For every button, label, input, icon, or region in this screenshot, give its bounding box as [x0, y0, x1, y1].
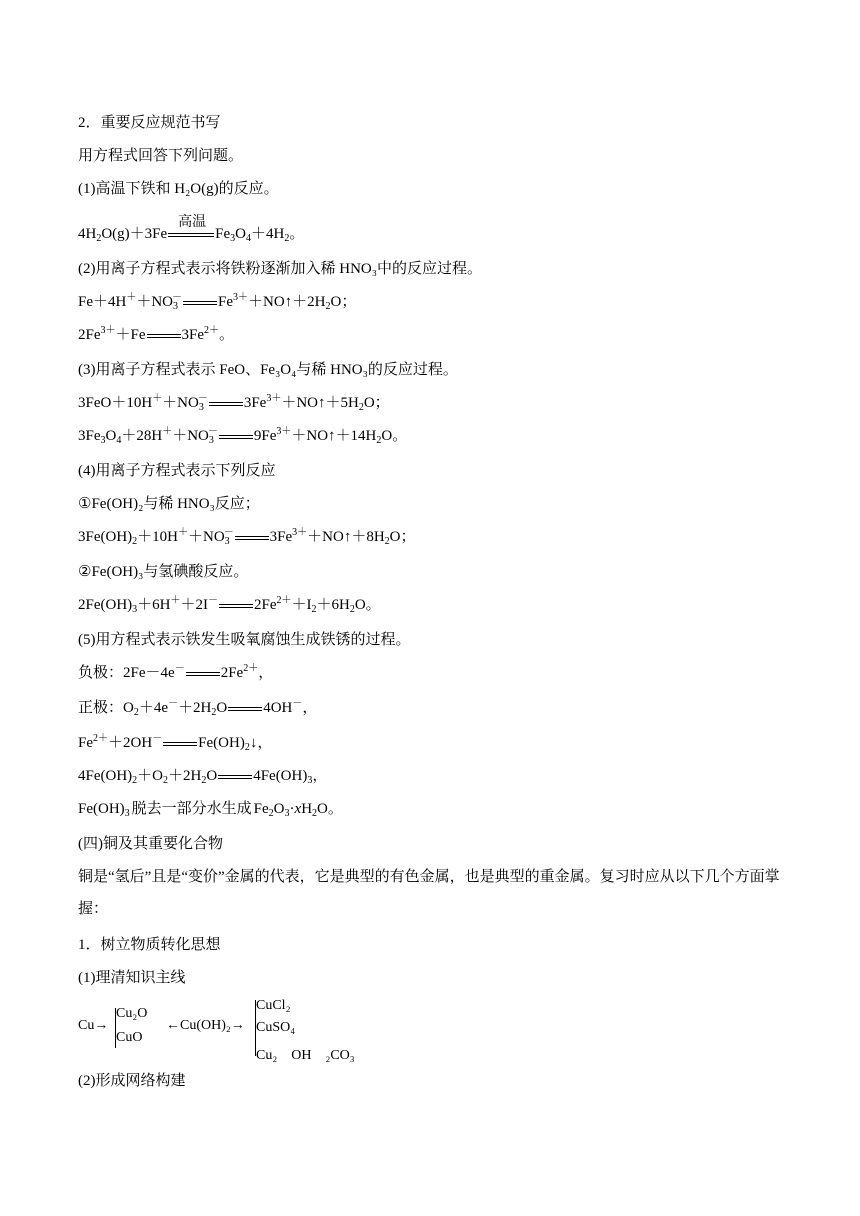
rust-text: 脱去一部分水生成 [131, 801, 252, 817]
conversion-diagram [78, 998, 398, 1064]
negative-label: 负极： [78, 665, 124, 681]
equation-fe-oh3: $4Fe(OH)_2+O_2+2H_2O$ $4Fe(OH)_3$， [78, 768, 328, 786]
equation-rust: $Fe(OH)_3$ 脱去一部分水生成 $Fe_2O_3\cdot xH_2O$。 [78, 801, 343, 819]
cu-oh2-label: ←Cu(OH)₂→ [166, 1018, 245, 1033]
equation-1: $4H_2O(g)+3Fe$ 高温 $Fe_3O_4+4H_2$。 [78, 214, 305, 244]
question-4a: ①Fe(OH)₂与稀 HNO₃反应； [78, 496, 260, 512]
equation-2a: $Fe+4H^++NO_3^-$ $Fe^{3+}+NO↑+2H_2O$； [78, 292, 357, 312]
equation-3a: $3FeO+10H^++NO_3^-$ $3Fe^{3+}+NO↑+5H_2O$； [78, 393, 390, 413]
section-title: 2．重要反应规范书写 [78, 115, 221, 131]
cuso4-label: CuSO₄ [256, 1020, 296, 1035]
question-4b: ②Fe(OH)₃与氢碘酸反应。 [78, 564, 249, 580]
condition-high-temp: 高温 [178, 214, 207, 230]
subtopic-1: (1)理清知识主线 [78, 970, 186, 986]
equation-2b: $2Fe^{3+}+Fe$ $3Fe^{2+}$。 [78, 325, 235, 343]
equation-4b: $2Fe(OH)_3+6H^++2I^-$ $2Fe^{2+}+I_2+6H_2O$。 [78, 595, 381, 615]
cu2o-label: Cu₂O [116, 1006, 148, 1021]
subtopic-2: (2)形成网络构建 [78, 1073, 186, 1089]
equation-3b: $3Fe_3O_4+28H^++NO_3^-$ $9Fe^{3+}+NO↑+14H_2O$。 [78, 426, 408, 446]
cuo-label: CuO [116, 1030, 143, 1045]
question-2: (2)用离子方程式表示将铁粉逐渐加入稀 HNO₃中的反应过程。 [78, 261, 482, 277]
copper-intro: 铜是“氢后”且是“变价”金属的代表，它是典型的有色金属，也是典型的重金属。复习时应从以下几个方面掌握： [78, 869, 780, 917]
equals-sign [168, 214, 214, 241]
positive-label: 正极： [78, 700, 124, 716]
section-4-title: (四)铜及其重要化合物 [78, 836, 223, 852]
equation-positive: 正极：$O_2+4e^-+2H_2O$ 4OH－， [78, 698, 318, 718]
cu2oh2co3-label: Cu₂ OH ₂CO₃ [256, 1048, 355, 1063]
question-4: (4)用离子方程式表示下列反应 [78, 463, 276, 479]
equation-negative: 负极：2Fe－4e－ $2Fe^{2+}$， [78, 663, 274, 681]
cucl2-label: CuCl₂ [256, 998, 291, 1013]
cu-label: Cu→ [78, 1018, 109, 1033]
intro-text: 用方程式回答下列问题。 [78, 148, 244, 164]
topic-1: 1．树立物质转化思想 [78, 937, 221, 953]
question-3: (3)用离子方程式表示 FeO、Fe₃O₄与稀 HNO₃的反应过程。 [78, 362, 458, 378]
question-1: (1)高温下铁和 H₂O(g)的反应。 [78, 181, 279, 197]
question-5: (5)用方程式表示铁发生吸氧腐蚀生成铁锈的过程。 [78, 632, 411, 648]
equation-fe-oh2: $Fe^{2+}+2OH^-$ $Fe(OH)_2↓$， [78, 733, 273, 753]
equation-4a: $3Fe(OH)_2+10H^++NO_3^-$ $3Fe^{3+}+NO↑+8H_2O$； [78, 527, 416, 547]
